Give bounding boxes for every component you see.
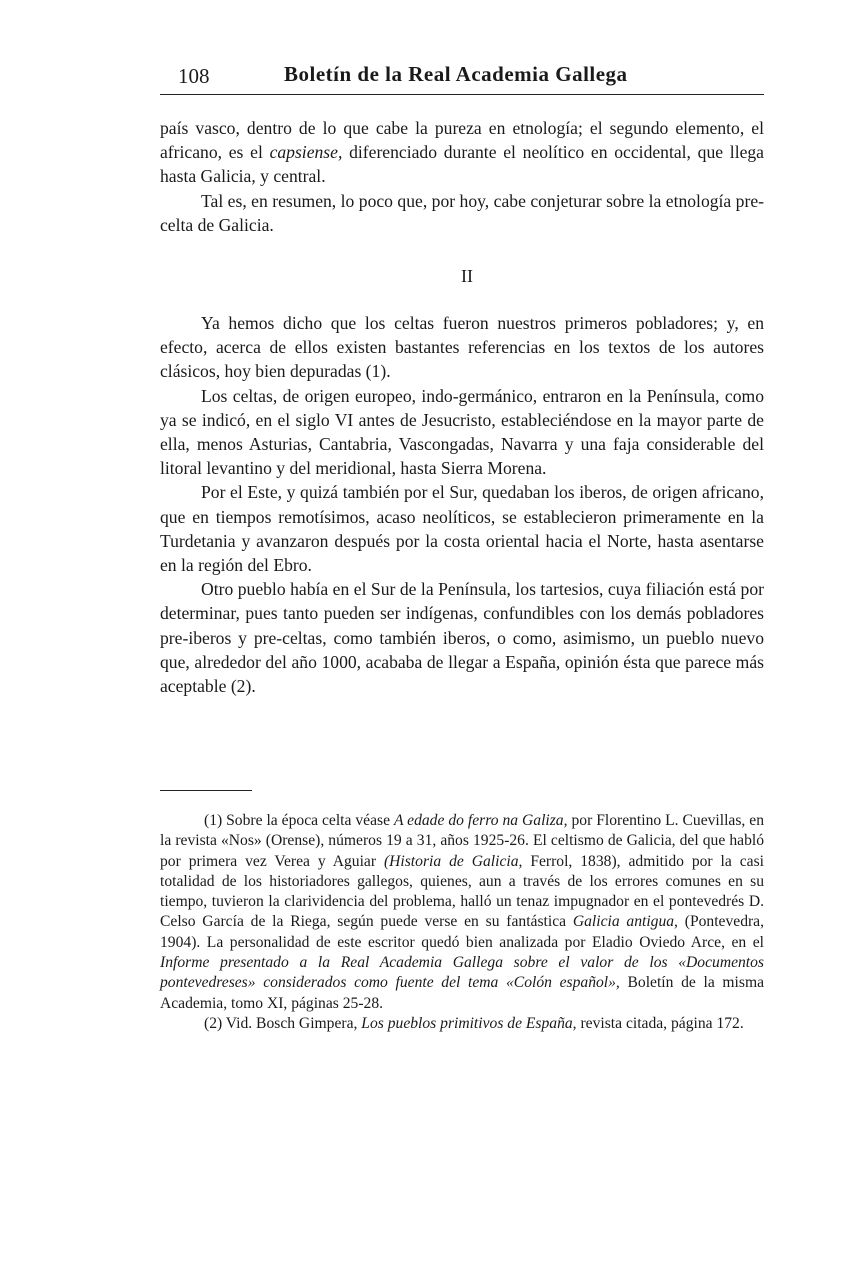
running-header [160,62,764,95]
journal-title: Boletín de la Real Academia Gallega [284,62,628,86]
paragraph: Tal es, en resumen, lo poco que, por hoy, cabe conjeturar sobre la etnología pre-celta de Galicia. [160,190,764,235]
page-number: 108 [178,64,210,88]
footnotes [160,811,764,1034]
section-heading: II [461,266,473,286]
footnote-1: (1) Sobre la época celta véase A edade do ferro na Galiza, por Florentino L. Cuevillas, en la revista «Nos» (Orense), números 19 a 31, años 1925-26. El celtismo de Galicia, del que habló por primera vez Verea y Aguiar (Historia de Galicia, Ferrol, 1838), admitido por la casi totalidad de los historiadores gallegos, quienes, aun a través de los errores comunes en su tiempo, tuvieron la clarividencia del problema, halló un tenaz impugnador en el pontevedrés D. Celso García de la Riega, según puede verse en su fantástica Galicia antigua, (Pontevedra, 1904). La personalidad de este escritor quedó bien analizada por Eladio Oviedo Arce, en el Informe presentado a la Real Academia Gallega sobre el valor de los «Documentos pontevedreses» considerados como fuente del tema «Colón español», Boletín de la misma Academia, tomo XI, páginas 25-28. [160,812,765,1012]
body-text-part1 [160,116,764,237]
footnote-2: (2) Vid. Bosch Gimpera, Los pueblos primitivos de España, revista citada, página 172. [204,1014,744,1032]
footnote-divider [160,790,252,791]
paragraph: país vasco, dentro de lo que cabe la pureza en etnología; el segundo elemento, el africano, es el capsiense, diferenciado durante el neolítico en occidental, que llega hasta Galicia, y central. [160,118,764,187]
paragraph: Otro pueblo había en el Sur de la Península, los tartesios, cuya filiación está por determinar, pues tanto pueden ser indígenas, confundibles con los demás pobladores pre-iberos y pre-celtas, como también iberos, o como, asimismo, un pueblo nuevo que, alrededor del año 1000, acababa de llegar a España, opinión ésta que parece más aceptable (2). [160,579,764,697]
paragraph: Los celtas, de origen europeo, indo-germánico, entraron en la Península, como ya se indicó, en el siglo VI antes de Jesucristo, estableciéndose en la mayor parte de ella, menos Asturias, Cantabria, Vascongadas, Navarra y una faja considerable del litoral levantino y del meridional, hasta Sierra Morena. [160,385,764,479]
emphasis: capsiense, [269,142,343,163]
body-text-part2 [160,311,764,698]
paragraph: Por el Este, y quizá también por el Sur, quedaban los iberos, de origen africano, que en tiempos remotísimos, acaso neolíticos, se establecieron primeramente en la Turdetania y avanzaron después por la costa oriental hacia el Norte, hasta asentarse en la región del Ebro. [160,482,764,576]
paragraph: Ya hemos dicho que los celtas fueron nuestros primeros pobladores; y, en efecto, acerca de ellos existen bastantes referencias en los textos de los autores clásicos, hoy bien depuradas (1). [160,313,764,382]
